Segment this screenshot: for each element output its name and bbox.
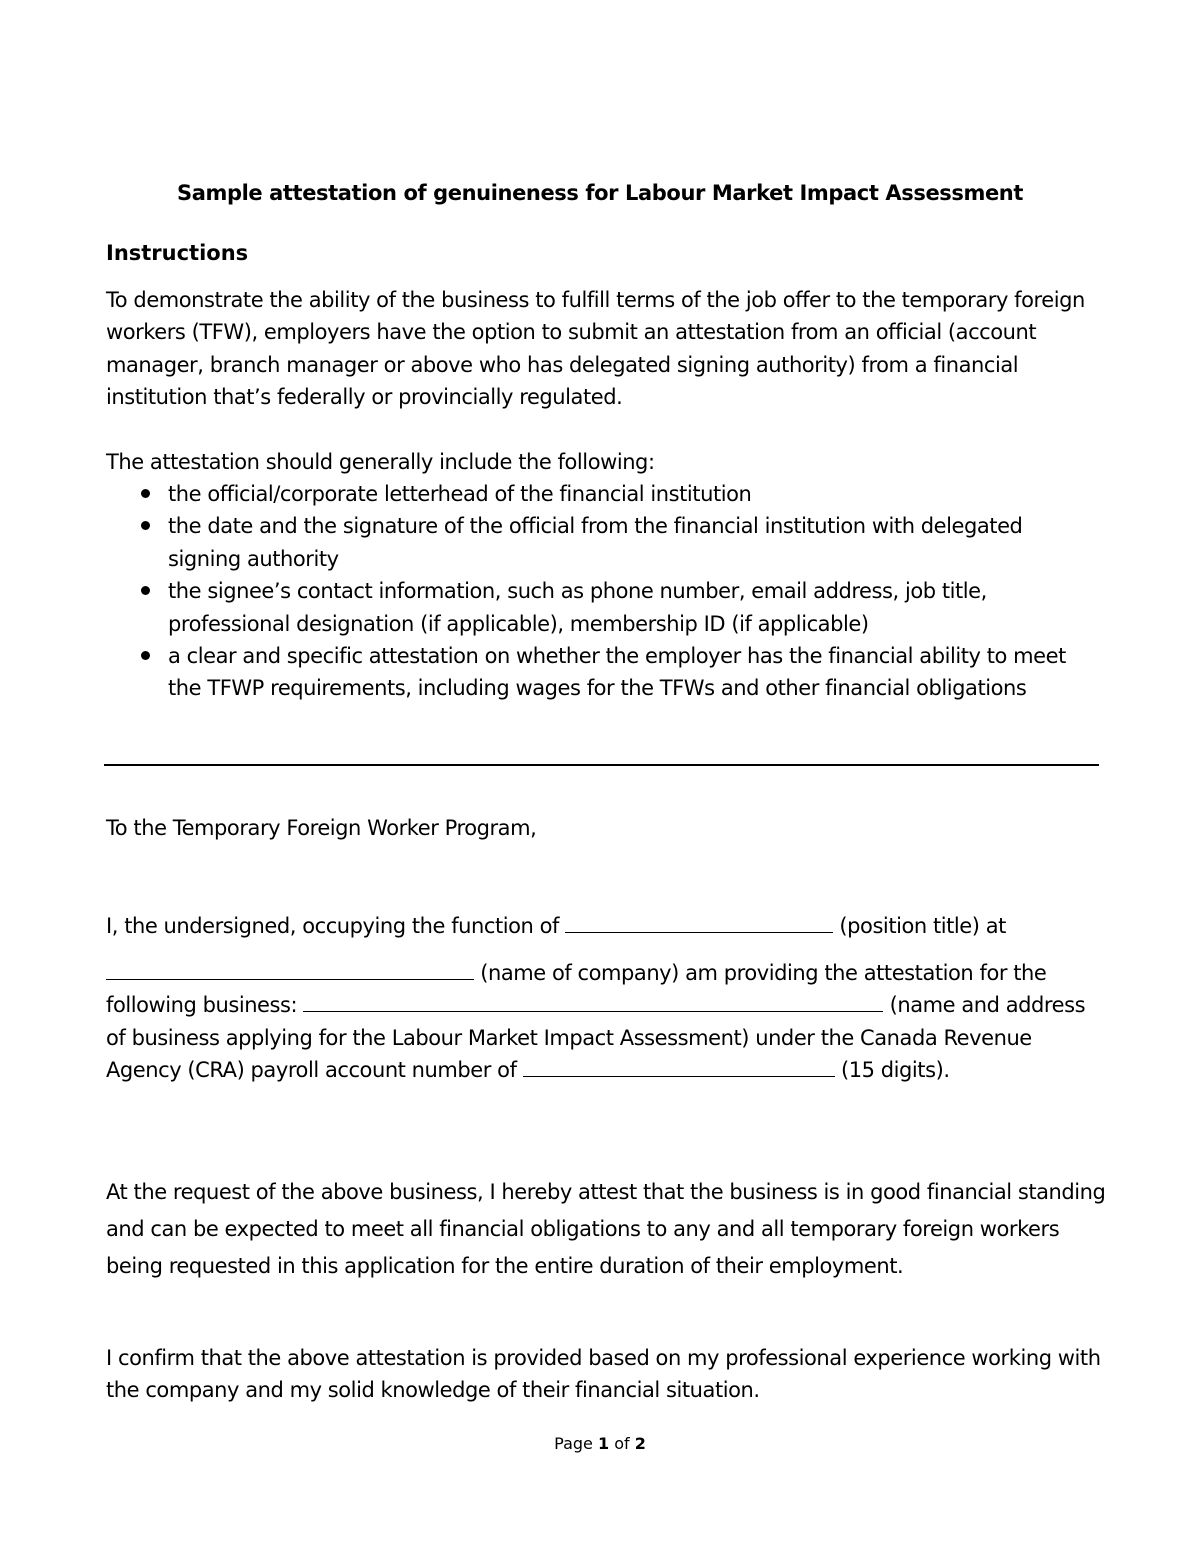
page-word: Page xyxy=(554,1434,593,1453)
position-title-blank[interactable] xyxy=(565,912,833,933)
company-text-start: (name of company) am providing the attestation for the following business: xyxy=(106,961,1047,1018)
total-pages-number: 2 xyxy=(634,1434,646,1453)
business-name-blank[interactable] xyxy=(303,991,883,1012)
list-item xyxy=(106,640,1096,705)
bullet-icon xyxy=(141,521,150,530)
page-footer xyxy=(0,1432,1200,1456)
section-divider xyxy=(104,764,1099,766)
bullet-icon xyxy=(141,651,150,660)
current-page-number: 1 xyxy=(597,1434,610,1453)
undersigned-text-end: (position title) at xyxy=(839,914,1006,938)
list-item xyxy=(106,510,1096,575)
list-item-text: the date and the signature of the official from the financial institution with delegated signing authority xyxy=(168,514,1023,571)
confirmation-paragraph: I confirm that the above attestation is provided based on my professional experience working with the company and my solid knowledge of their financial situation. xyxy=(106,1346,1101,1403)
instructions-heading: Instructions xyxy=(106,241,249,265)
undersigned-text-start: I, the undersigned, occupying the function of xyxy=(106,914,559,938)
company-text-middle: (name and address of business applying for the Labour Market Impact Assessment) under the Canada Revenue Agency (CRA) payroll account number of xyxy=(106,993,1086,1083)
company-statement xyxy=(106,957,1096,1087)
list-item-text: the signee’s contact information, such as phone number, email address, job title, professional designation (if applicable), membership ID (if applicable) xyxy=(168,579,987,636)
list-item-text: a clear and specific attestation on whether the employer has the financial ability to meet the TFWP requirements, including wages for the TFWs and other financial obligations xyxy=(168,644,1066,701)
intro-paragraph: To demonstrate the ability of the business to fulfill terms of the job offer to the temporary foreign workers (TFW), employers have the option to submit an attestation from an official (account manager, branch manager or above who has delegated signing authority) from a financial institution that’s federally or provincially regulated. xyxy=(106,288,1085,410)
of-word: of xyxy=(614,1434,630,1453)
requirements-list xyxy=(106,478,1096,705)
cra-account-number-blank[interactable] xyxy=(523,1056,835,1077)
list-lead-text: The attestation should generally include the following: xyxy=(106,450,655,474)
list-item xyxy=(106,575,1096,640)
attestation-paragraph: At the request of the above business, I hereby attest that the business is in good financial standing and can be expected to meet all financial obligations to any and all temporary foreign workers being requested in this application for the entire duration of their employment. xyxy=(106,1180,1106,1278)
company-text-end: (15 digits). xyxy=(840,1058,950,1083)
document-title: Sample attestation of genuineness for Labour Market Impact Assessment xyxy=(176,181,1023,205)
list-item xyxy=(106,478,1096,510)
undersigned-statement xyxy=(106,910,1096,942)
bullet-icon xyxy=(141,489,150,498)
bullet-icon xyxy=(141,586,150,595)
list-item-text: the official/corporate letterhead of the financial institution xyxy=(168,482,752,506)
salutation: To the Temporary Foreign Worker Program, xyxy=(106,816,537,840)
company-name-blank[interactable] xyxy=(106,959,474,980)
